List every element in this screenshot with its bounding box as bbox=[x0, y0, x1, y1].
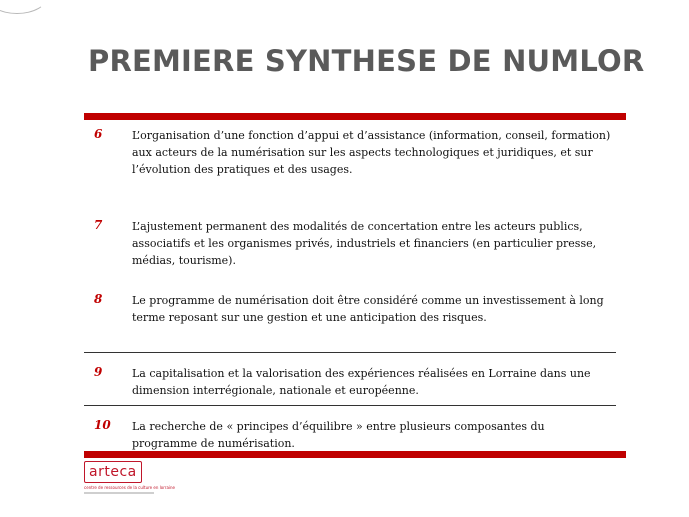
corner-decoration bbox=[0, 0, 48, 14]
item-text: La capitalisation et la valorisation des expériences réalisées en Lorraine dans une dimension interrégionale, nationale et européenne. bbox=[132, 367, 591, 397]
top-red-bar bbox=[84, 113, 626, 120]
item-text: L’organisation d’une fonction d’appui et d’assistance (information, conseil, formation) aux acteurs de la numérisation sur les aspects technologiques et juridiques, et sur l’évolution des pratiques et des usages. bbox=[132, 129, 611, 176]
item-text: L’ajustement permanent des modalités de concertation entre les acteurs publics, associatifs et les organismes privés, industriels et financiers (en particulier presse, médias, tourisme). bbox=[132, 220, 597, 267]
item-text: Le programme de numérisation doit être considéré comme un investissement à long terme reposant sur une gestion et une anticipation des risques. bbox=[132, 294, 604, 324]
divider bbox=[84, 352, 616, 353]
item-number: 10 bbox=[94, 418, 111, 432]
bottom-red-bar bbox=[84, 451, 626, 458]
item-number: 6 bbox=[94, 127, 103, 141]
item-number: 7 bbox=[94, 218, 103, 232]
item-text: La recherche de « principes d’équilibre » entre plusieurs composantes du programme de numérisation. bbox=[132, 420, 545, 450]
divider bbox=[84, 405, 616, 406]
arteca-logo bbox=[84, 461, 194, 501]
logo-tagline: centre de ressources de la culture en lorraine bbox=[84, 485, 176, 490]
slide-title: PREMIERE SYNTHESE DE NUMLOR bbox=[88, 44, 645, 78]
logo-wordmark: arteca bbox=[84, 461, 142, 483]
item-number: 9 bbox=[94, 365, 103, 379]
logo-subline bbox=[84, 492, 154, 494]
item-number: 8 bbox=[94, 292, 103, 306]
